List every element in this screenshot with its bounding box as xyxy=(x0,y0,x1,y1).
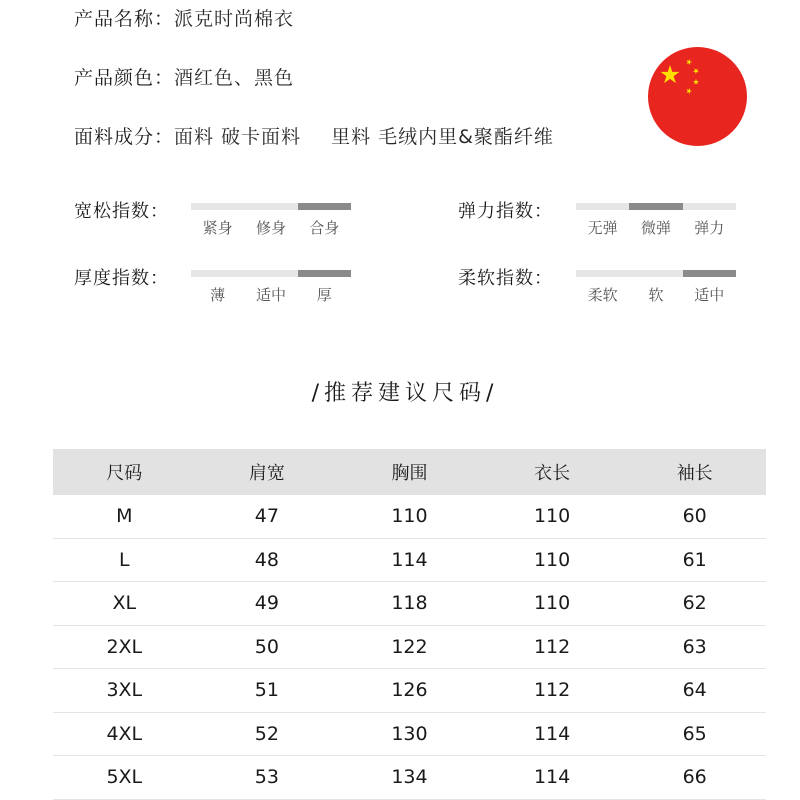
cell-size: M xyxy=(53,495,196,538)
cell-sleeve: 60 xyxy=(623,495,766,538)
cell-length: 114 xyxy=(481,712,624,756)
fabric-label: 面料成分： xyxy=(74,126,175,148)
softness-option: 柔软 xyxy=(587,286,618,304)
elasticity-index-label: 弹力指数： xyxy=(458,201,553,222)
cell-length: 110 xyxy=(481,582,624,626)
thickness-index-label: 厚度指数： xyxy=(74,268,169,289)
softness-option: 软 xyxy=(648,286,664,304)
elasticity-index-marker xyxy=(629,203,682,210)
size-recommendation-title: /推荐建议尺码/ xyxy=(311,381,499,406)
cell-shoulder: 52 xyxy=(196,712,339,756)
header-sleeve: 袖长 xyxy=(623,449,766,495)
cell-size: XL xyxy=(53,582,196,626)
looseness-index-label: 宽松指数： xyxy=(74,201,169,222)
cell-chest: 114 xyxy=(338,538,481,582)
cell-size: 4XL xyxy=(53,712,196,756)
thickness-option: 适中 xyxy=(255,286,286,304)
cell-shoulder: 51 xyxy=(196,669,339,713)
looseness-option: 修身 xyxy=(255,219,286,237)
thickness-index-marker xyxy=(298,270,351,277)
fabric-lining-value: 里料 毛绒内里&聚酯纤维 xyxy=(331,126,554,148)
thickness-option: 薄 xyxy=(210,286,226,304)
header-size: 尺码 xyxy=(53,449,196,495)
softness-option: 适中 xyxy=(694,286,725,304)
product-color-value: 酒红色、黑色 xyxy=(174,67,295,89)
looseness-index-marker xyxy=(298,203,351,210)
cell-size: 2XL xyxy=(53,625,196,669)
table-row xyxy=(53,625,766,669)
product-name-line xyxy=(74,4,294,31)
cell-shoulder: 50 xyxy=(196,625,339,669)
cell-sleeve: 61 xyxy=(623,538,766,582)
thickness-option: 厚 xyxy=(316,286,332,304)
table-row xyxy=(53,495,766,538)
looseness-index-bar xyxy=(191,203,351,210)
cell-sleeve: 64 xyxy=(623,669,766,713)
china-flag-icon xyxy=(648,47,747,146)
product-color-line xyxy=(74,63,294,90)
cell-chest: 126 xyxy=(338,669,481,713)
elasticity-option: 无弹 xyxy=(587,219,618,237)
cell-chest: 134 xyxy=(338,756,481,800)
table-row xyxy=(53,538,766,582)
table-row xyxy=(53,582,766,626)
cell-shoulder: 47 xyxy=(196,495,339,538)
cell-sleeve: 65 xyxy=(623,712,766,756)
cell-length: 110 xyxy=(481,495,624,538)
cell-length: 114 xyxy=(481,756,624,800)
table-row xyxy=(53,669,766,713)
product-name-label: 产品名称： xyxy=(74,8,175,30)
product-name-value: 派克时尚棉衣 xyxy=(174,8,295,30)
cell-chest: 118 xyxy=(338,582,481,626)
cell-shoulder: 49 xyxy=(196,582,339,626)
softness-index-label: 柔软指数： xyxy=(458,268,553,289)
cell-length: 112 xyxy=(481,669,624,713)
elasticity-index-bar xyxy=(576,203,736,210)
thickness-index-bar xyxy=(191,270,351,277)
table-row xyxy=(53,756,766,800)
cell-sleeve: 62 xyxy=(623,582,766,626)
cell-chest: 130 xyxy=(338,712,481,756)
cell-shoulder: 53 xyxy=(196,756,339,800)
softness-index-bar xyxy=(576,270,736,277)
cell-chest: 110 xyxy=(338,495,481,538)
header-shoulder: 肩宽 xyxy=(196,449,339,495)
cell-size: 5XL xyxy=(53,756,196,800)
header-chest: 胸围 xyxy=(338,449,481,495)
cell-chest: 122 xyxy=(338,625,481,669)
fabric-line xyxy=(74,122,554,149)
elasticity-option: 弹力 xyxy=(694,219,725,237)
cell-length: 110 xyxy=(481,538,624,582)
cell-shoulder: 48 xyxy=(196,538,339,582)
cell-size: 3XL xyxy=(53,669,196,713)
cell-sleeve: 66 xyxy=(623,756,766,800)
size-chart-table xyxy=(53,449,766,800)
looseness-option: 紧身 xyxy=(202,219,233,237)
product-color-label: 产品颜色： xyxy=(74,67,175,89)
cell-length: 112 xyxy=(481,625,624,669)
looseness-option: 合身 xyxy=(309,219,340,237)
fabric-outer-value: 面料 破卡面料 xyxy=(174,126,302,148)
header-length: 衣长 xyxy=(481,449,624,495)
cell-size: L xyxy=(53,538,196,582)
cell-sleeve: 63 xyxy=(623,625,766,669)
softness-index-marker xyxy=(683,270,736,277)
table-header-row xyxy=(53,449,766,495)
elasticity-option: 微弹 xyxy=(640,219,671,237)
table-row xyxy=(53,712,766,756)
